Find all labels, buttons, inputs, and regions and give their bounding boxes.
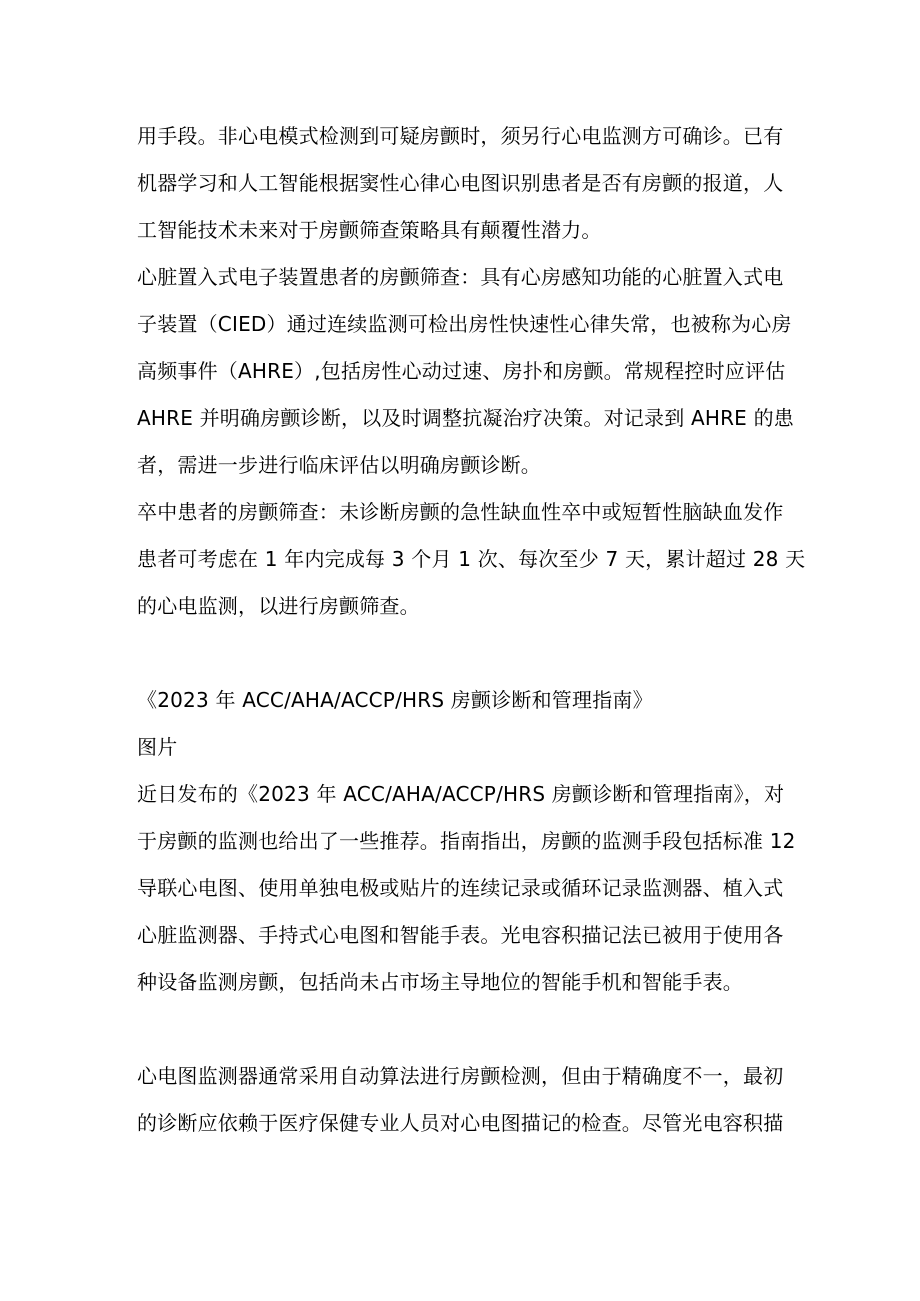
text-line: 心电图监测器通常采用自动算法进行房颤检测，但由于精确度不一，最初 xyxy=(137,1064,784,1088)
blank-line xyxy=(137,630,787,677)
text-line: 者，需进一步进行临床评估以明确房颤诊断。 xyxy=(137,453,541,477)
text-line: 的心电监测，以进行房颤筛查。 xyxy=(137,594,420,618)
blank-line xyxy=(137,1006,787,1053)
text-line: 导联心电图、使用单独电极或贴片的连续记录或循环记录监测器、植入式 xyxy=(137,876,784,900)
text-line: 子装置（CIED）通过连续监测可检出房性快速性心律失常，也被称为心房 xyxy=(137,312,792,336)
text-line: 于房颤的监测也给出了一些推荐。指南指出，房颤的监测手段包括标准 12 xyxy=(137,829,796,853)
paragraph-guideline-monitoring xyxy=(137,771,796,1006)
paragraph-ecg-algorithms xyxy=(137,1053,787,1147)
text-line: 的诊断应依赖于医疗保健专业人员对心电图描记的检查。尽管光电容积描 xyxy=(137,1111,784,1135)
text-line: AHRE 并明确房颤诊断，以及时调整抗凝治疗决策。对记录到 AHRE 的患 xyxy=(137,406,794,430)
text-line: 患者可考虑在 1 年内完成每 3 个月 1 次、每次至少 7 天，累计超过 28 天 xyxy=(137,547,806,571)
paragraph-cied-screening xyxy=(137,254,794,489)
text-line: 种设备监测房颤，包括尚未占市场主导地位的智能手机和智能手表。 xyxy=(137,970,743,994)
paragraph-stroke-screening xyxy=(137,489,806,630)
text-line: 心脏置入式电子装置患者的房颤筛查：具有心房感知功能的心脏置入式电 xyxy=(137,265,784,289)
image-placeholder-label: 图片 xyxy=(137,735,178,759)
text-line: 心脏监测器、手持式心电图和智能手表。光电容积描记法已被用于使用各 xyxy=(137,923,784,947)
text-line: 工智能技术未来对于房颤筛查策略具有颠覆性潜力。 xyxy=(137,218,602,242)
text-line: 用手段。非心电模式检测到可疑房颤时，须另行心电监测方可确诊。已有 xyxy=(137,124,784,148)
text-line: 机器学习和人工智能根据窦性心律心电图识别患者是否有房颤的报道，人 xyxy=(137,171,784,195)
text-line: 近日发布的《2023 年 ACC/AHA/ACCP/HRS 房颤诊断和管理指南》，对 xyxy=(137,782,785,806)
document-body xyxy=(137,113,806,1147)
guideline-title: 《2023 年 ACC/AHA/ACCP/HRS 房颤诊断和管理指南》 xyxy=(137,688,653,712)
text-line: 高频事件（AHRE）,包括房性心动过速、房扑和房颤。常规程控时应评估 xyxy=(137,359,786,383)
text-line: 卒中患者的房颤筛查：未诊断房颤的急性缺血性卒中或短暂性脑缺血发作 xyxy=(137,500,784,524)
paragraph-ai-screening xyxy=(137,113,787,254)
